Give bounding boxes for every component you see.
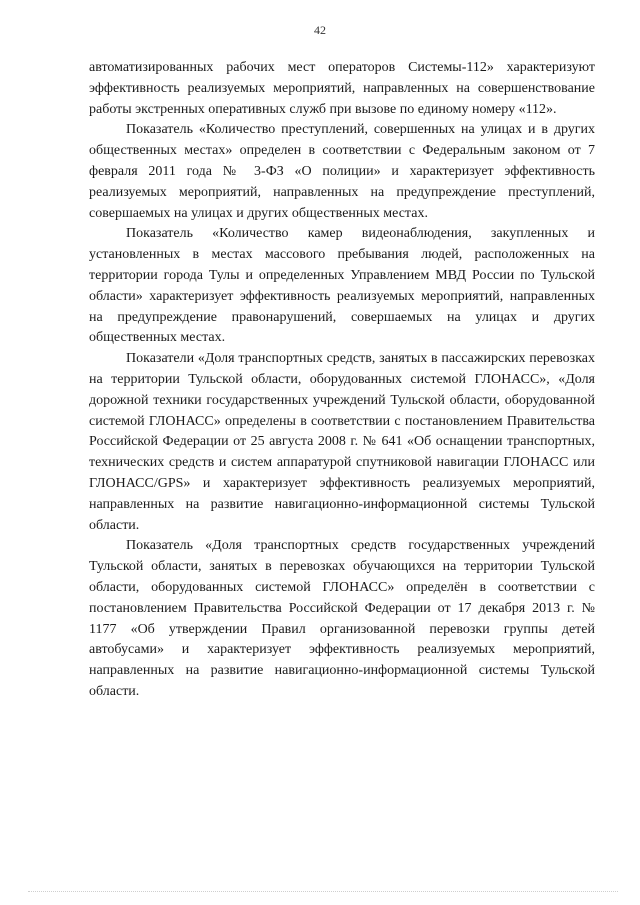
document-body [89, 58, 595, 703]
paragraph-glonass-transport-indicators: Показатели «Доля транспортных средств, занятых в пассажирских перевозках на территории Тульской области, оборудованных системой ГЛОНАСС», «Доля дорожной техники государственных учреждений Тульской области, оборудованной системой ГЛОНАСС» определены в соответствии с постановлением Правительства Российской Федерации от 25 августа 2008 г. № 641 «Об оснащении транспортных, технических средств и систем аппаратурой спутниковой навигации ГЛОНАСС или ГЛОНАСС/GPS» и характеризует эффективность реализуемых мероприятий, направленных на развитие навигационно-информационной системы Тульской области. [89, 351, 595, 533]
paragraph-cameras-indicator: Показатель «Количество камер видеонаблюдения, закупленных и установленных в местах массового пребывания людей, расположенных на территории города Тулы и определенных Управлением МВД России по Тульской области» характеризует эффективность реализуемых мероприятий, направленных на предупреждение правонарушений, совершаемых на улицах и других общественных местах. [89, 226, 595, 346]
paragraph-continuation: автоматизированных рабочих мест операторов Системы-112» характеризуют эффективность реализуемых мероприятий, направленных на совершенствование работы экстренных оперативных служб при вызове по единому номеру «112». [89, 60, 595, 117]
paragraph-crimes-indicator: Показатель «Количество преступлений, совершенных на улицах и в других общественных местах» определен в соответствии с Федеральным законом от 7 февраля 2011 года № 3-ФЗ «О полиции» и характеризует эффективность реализуемых мероприятий, направленных на предупреждение преступлений, совершаемых на улицах и других общественных местах. [89, 122, 595, 221]
paragraph-glonass-school-transport-indicator: Показатель «Доля транспортных средств государственных учреждений Тульской области, занятых в перевозках обучающихся на территории Тульской области, оборудованных системой ГЛОНАСС» определён в соответствии с постановлением Правительства Российской Федерации от 17 декабря 2013 г. № 1177 «Об утверждении Правил организованной перевозки группы детей автобусами» и характеризует эффективность реализуемых мероприятий, направленных на развитие навигационно-информационной системы Тульской области. [89, 538, 595, 699]
page-number: 42 [314, 23, 326, 37]
scan-edge-line [28, 891, 618, 893]
